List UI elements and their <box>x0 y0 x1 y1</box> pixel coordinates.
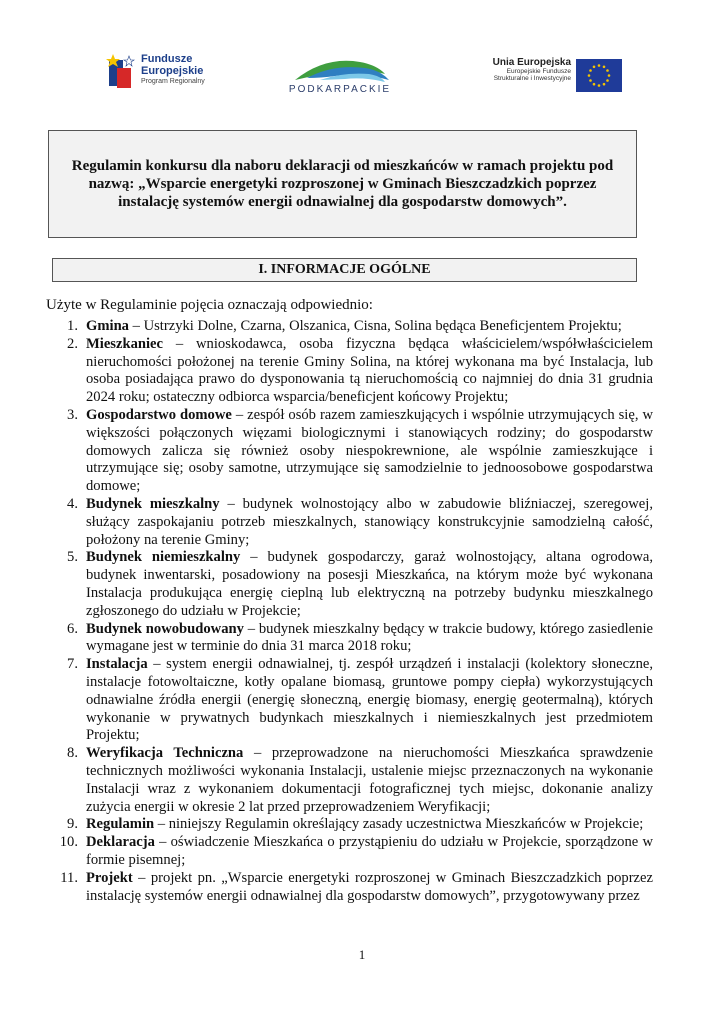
definition-term: Mieszkaniec <box>86 335 164 352</box>
definition-text: – budynek gospodarczy, garaż wolnostojący, altana ogrodowa, budynek inwentarski, posadowiony na posesji Mieszkańca, na którym może być wykonana Instalacja produkująca energię cieplną lub elektryczną na potrzeby budynku mieszkalnego zgłoszonego do udziału w Projekcie; <box>86 549 653 619</box>
definition-text: – zespół osób razem zamieszkujących i wspólnie utrzymujących się, w większości połączonych więzami biologicznymi i stanowiących rodziny; do gospodarstw domowych zalicza się również osoby niespokrewnione, ale wspólnie zamieszkujące i utrzymujące się; osoby samotne, utrzymujące się samodzielnie to jednoosobowe gospodarstwa domowe; <box>86 406 653 495</box>
fundusze-line3: Program Regionalny <box>141 78 205 86</box>
definition-item <box>59 834 653 870</box>
fundusze-line2: Europejskie <box>141 64 204 77</box>
definition-text: – przeprowadzone na nieruchomości Mieszkańca sprawdzenie technicznych możliwości wykonania Instalacji, ustalenie miejsc przeznaczonych na wykonanie Instalacji wraz z wykonaniem dokumentacji fotograficznej tych miejsc, dokonanie analizy zużycia energii w okresie 2 lat przed przeprowadzeniem Weryfikacji; <box>86 745 653 815</box>
definition-text: – budynek wolnostojący albo w zabudowie bliźniaczej, szeregowej, służący zaspokajaniu potrzeb mieszkalnych, stanowiący konstrukcyjnie samodzielną całość, położony na terenie Gminy; <box>86 495 653 548</box>
definition-text: – oświadczenie Mieszkańca o przystąpieniu do udziału w Projekcie, sporządzone w formie pisemnej; <box>86 834 653 868</box>
definition-number: 7. <box>67 656 78 673</box>
intro-text: Użyte w Regulaminie pojęcia oznaczają odpowiednio: <box>46 297 373 313</box>
ue-line2: Europejskie Fundusze <box>506 68 571 75</box>
logo-header <box>0 0 724 110</box>
definition-term: Gospodarstwo domowe <box>86 406 232 423</box>
definition-number: 10. <box>59 834 78 851</box>
definitions-list <box>59 318 653 905</box>
definition-item <box>67 318 653 336</box>
definition-item <box>67 620 653 657</box>
podkarpackie-hills-icon <box>285 52 395 84</box>
definition-term: Regulamin <box>86 816 155 833</box>
definition-term: Projekt <box>86 869 133 886</box>
podkarpackie-name: PODKARPACKIE <box>288 84 392 95</box>
definition-text: – system energii odnawialnej, tj. zespół urządzeń i instalacji (kolektory słoneczne, instalacje fotowoltaiczne, kotły opalane biomasą, gruntowe pompy ciepła) wykorzystujących odnawialne źródła energii (energię słoneczną, energię biomasy, energię geotermalną), których wykonanie w prywatnych budynkach mieszkalnych i niemieszkalnych jest przedmiotem Projektu; <box>86 656 653 744</box>
definition-item <box>67 656 653 745</box>
ue-line1: Unia Europejska <box>492 57 571 68</box>
definition-number: 1. <box>67 318 78 334</box>
definition-item <box>67 495 653 549</box>
definition-number: 2. <box>67 335 78 352</box>
definition-number: 5. <box>67 549 78 566</box>
page-number: 1 <box>358 947 366 962</box>
definition-item <box>67 406 653 496</box>
definition-term: Deklaracja <box>86 834 155 851</box>
definition-item <box>60 869 653 906</box>
definition-text: – projekt pn. „Wsparcie energetyki rozproszonej w Gminach Bieszczadzkich poprzez instalację systemów energii odnawialnej dla gospodarstw domowych”, przygotowywany przez <box>86 869 653 904</box>
definition-term: Budynek niemieszkalny <box>86 549 241 566</box>
definition-item <box>67 745 653 816</box>
definition-text: – wnioskodawca, osoba fizyczna będąca właścicielem/współwłaścicielem nieruchomości położonej na terenie Gminy Solina, na której wykonana ma być Instalacja, lub osoba posiadająca prawo do dysponowania tą nieruchomością co najmniej do dnia 31 grudnia 2024 roku; ostateczny odbiorca wsparcia/beneficjent końcowy Projektu; <box>86 335 653 406</box>
definition-number: 3. <box>67 406 78 423</box>
definition-number: 9. <box>67 816 78 833</box>
definition-text: – niniejszy Regulamin określający zasady uczestnictwa Mieszkańców w Projekcie; <box>154 816 644 833</box>
definition-item <box>67 335 653 407</box>
fundusze-logo-icon <box>103 50 137 94</box>
unia-europejska-logo <box>478 55 623 97</box>
definition-term: Budynek nowobudowany <box>86 620 244 637</box>
fundusze-europejskie-logo <box>103 50 233 98</box>
definition-text: – budynek mieszkalny będący w trakcie budowy, którego zasiedlenie wymagane jest w terminie do dnia 31 marca 2018 roku; <box>86 620 653 655</box>
definition-number: 8. <box>67 745 78 762</box>
definition-item <box>67 816 653 834</box>
definition-term: Weryfikacja Techniczna <box>86 745 244 762</box>
definition-term: Instalacja <box>86 656 148 673</box>
document-title: Regulamin konkursu dla naboru deklaracji od mieszkańców w ramach projektu pod nazwą: „Wsparcie energetyki rozproszonej w Gminach Bieszczadzkich poprzez instalację systemów energii odnawialnej dla gospodarstw domowych”. <box>48 130 637 238</box>
definition-number: 4. <box>67 495 78 512</box>
definition-number: 11. <box>60 869 78 886</box>
definition-item <box>67 549 653 620</box>
fundusze-line1: Fundusze <box>141 53 193 65</box>
definition-term: Gmina <box>86 318 129 334</box>
ue-line3: Strukturalne i Inwestycyjne <box>493 75 571 83</box>
eu-flag-icon <box>576 59 622 92</box>
definition-number: 6. <box>67 620 78 637</box>
podkarpackie-logo <box>285 52 395 100</box>
section-heading: I. INFORMACJE OGÓLNE <box>52 258 637 282</box>
definition-term: Budynek mieszkalny <box>86 495 220 512</box>
definition-text: – Ustrzyki Dolne, Czarna, Olszanica, Cisna, Solina będąca Beneficjentem Projektu; <box>128 318 622 334</box>
